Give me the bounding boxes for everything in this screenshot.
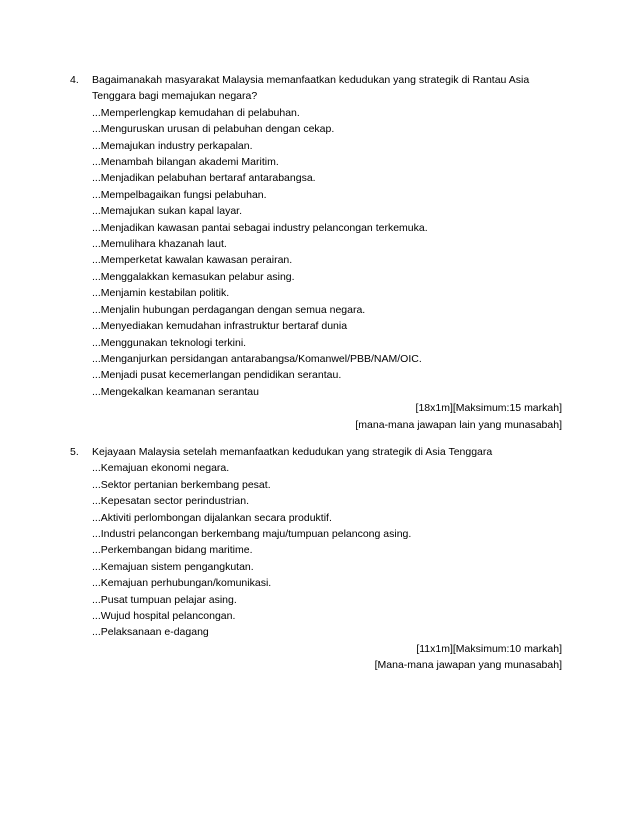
answer-item: ...Menjadikan kawasan pantai sebagai industry pelancongan terkemuka. — [92, 221, 428, 234]
answer-item: ...Menambah bilangan akademi Maritim. — [92, 156, 279, 169]
marking-note: [Mana-mana jawapan yang munasabah] — [374, 659, 562, 672]
answer-item: ...Aktiviti perlombongan dijalankan secara produktif. — [92, 511, 332, 524]
question-number: 4. — [70, 74, 79, 86]
answer-item: ...Perkembangan bidang maritime. — [92, 544, 253, 557]
answer-item: ...Mengekalkan keamanan serantau — [92, 385, 259, 398]
question-number: 5. — [70, 446, 79, 458]
answer-item: ...Menguruskan urusan di pelabuhan dengan cekap. — [92, 123, 335, 136]
question-4-header — [70, 72, 570, 105]
question-text: Kejayaan Malaysia setelah memanfaatkan kedudukan yang strategik di Asia Tenggara — [92, 446, 493, 458]
answer-item: ...Kepesatan sector perindustrian. — [92, 495, 250, 508]
answer-list — [70, 105, 570, 400]
answer-item: ...Wujud hospital pelancongan. — [92, 610, 236, 623]
answer-item: ...Memajukan industry perkapalan. — [92, 139, 253, 152]
question-5-header — [70, 444, 570, 460]
answer-item: ...Menjadikan pelabuhan bertaraf antarabangsa. — [92, 172, 316, 185]
answer-item: ...Menganjurkan persidangan antarabangsa/Komanwel/PBB/NAM/OIC. — [92, 352, 422, 365]
question-5 — [70, 444, 570, 674]
marking-note: [mana-mana jawapan lain yang munasabah] — [355, 418, 562, 431]
answer-list — [70, 460, 570, 640]
marks-allocation: [11x1m][Maksimum:10 markah] — [416, 642, 562, 655]
answer-item: ...Memajukan sukan kapal layar. — [92, 205, 242, 218]
marks-allocation: [18x1m][Maksimum:15 markah] — [415, 402, 562, 415]
answer-item: ...Kemajuan perhubungan/komunikasi. — [92, 577, 272, 590]
answer-item: ...Menggalakkan kemasukan pelabur asing. — [92, 270, 295, 283]
answer-item: ...Pelaksanaan e-dagang — [92, 626, 209, 639]
answer-item: ...Memulihara khazanah laut. — [92, 238, 227, 251]
answer-item: ...Menyediakan kemudahan infrastruktur bertaraf dunia — [92, 320, 348, 333]
answer-item: ...Memperlengkap kemudahan di pelabuhan. — [92, 106, 300, 119]
question-text: Bagaimanakah masyarakat Malaysia memanfaatkan kedudukan yang strategik di Rantau Asia Tenggara bagi memajukan negara? — [92, 74, 530, 103]
answer-item: ...Menjadi pusat kecemerlangan pendidikan serantau. — [92, 369, 342, 382]
answer-item: ...Menjalin hubungan perdagangan dengan semua negara. — [92, 303, 366, 316]
answer-item: ...Memperketat kawalan kawasan perairan. — [92, 254, 293, 267]
answer-item: ...Sektor pertanian berkembang pesat. — [92, 478, 271, 491]
question-4 — [70, 72, 570, 433]
answer-item: ...Kemajuan sistem pengangkutan. — [92, 560, 254, 573]
answer-item: ...Mempelbagaikan fungsi pelabuhan. — [92, 188, 267, 201]
answer-item: ...Menjamin kestabilan politik. — [92, 287, 230, 300]
answer-item: ...Industri pelancongan berkembang maju/tumpuan pelancong asing. — [92, 528, 412, 541]
answer-item: ...Menggunakan teknologi terkini. — [92, 336, 247, 349]
answer-item: ...Kemajuan ekonomi negara. — [92, 462, 230, 475]
answer-item: ...Pusat tumpuan pelajar asing. — [92, 593, 237, 606]
